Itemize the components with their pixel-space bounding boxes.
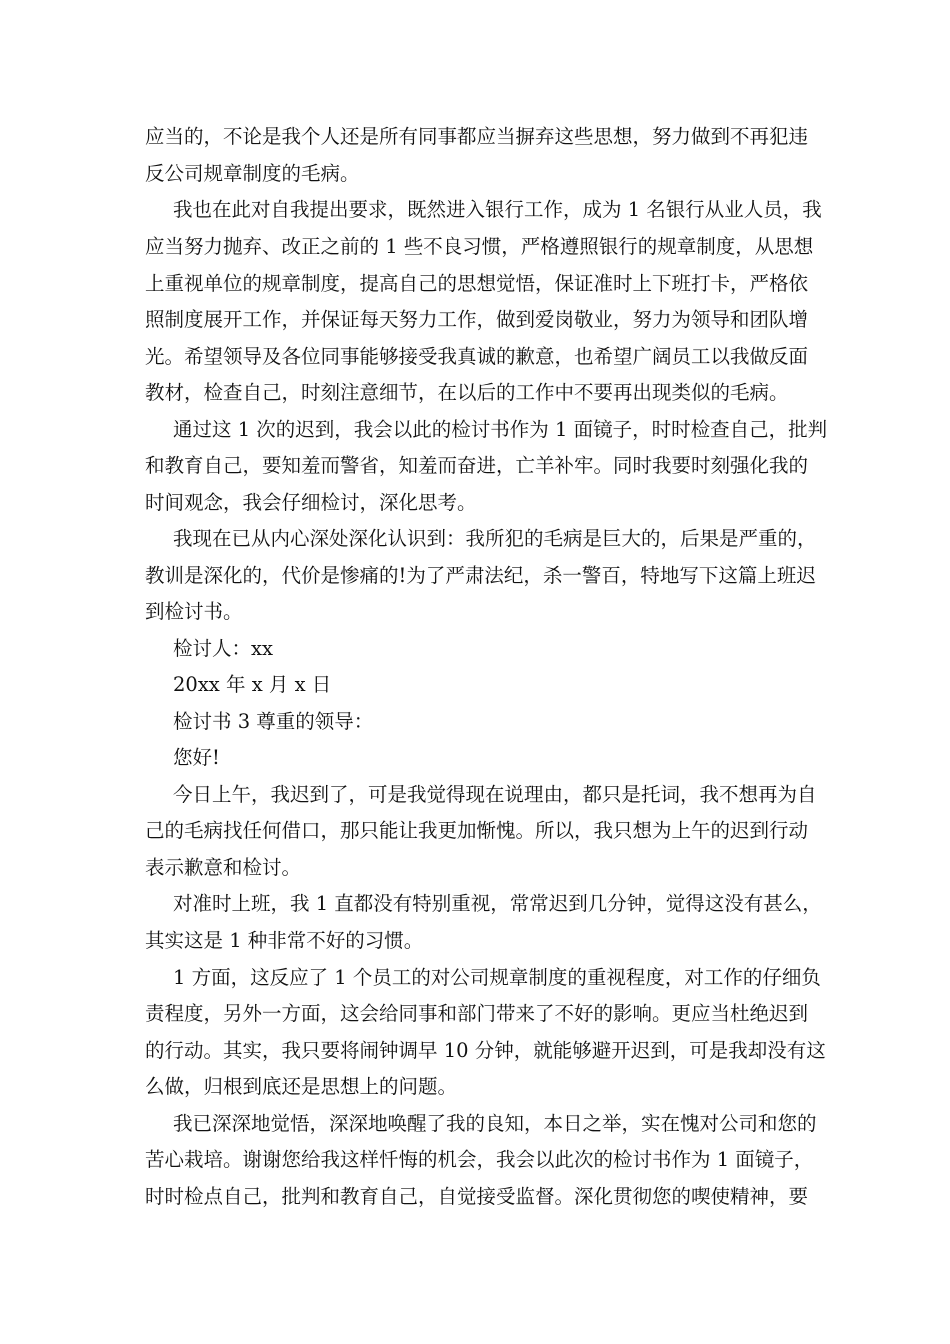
text-line: 么做，归根到底还是思想上的问题。 bbox=[145, 1075, 458, 1098]
text-line: 时间观念，我会仔细检讨，深化思考。 bbox=[145, 491, 477, 514]
text-line: 今日上午，我迟到了，可是我觉得现在说理由，都只是托词，我不想再为自 bbox=[173, 783, 817, 806]
text-line: 时时检点自己，批判和教育自己，自觉接受监督。深化贯彻您的喫使精神，要 bbox=[145, 1185, 809, 1208]
text-line: 苦心栽培。谢谢您给我这样忏悔的机会，我会以此次的检讨书作为 1 面镜子， bbox=[145, 1148, 814, 1171]
text-line: 我已深深地觉悟，深深地唤醒了我的良知，本日之举，实在愧对公司和您的 bbox=[173, 1112, 817, 1135]
text-line: 责程度，另外一方面，这会给同事和部门带来了不好的影响。更应当杜绝迟到 bbox=[145, 1002, 809, 1025]
text-line: 己的毛病找任何借口，那只能让我更加惭愧。所以，我只想为上午的迟到行动 bbox=[145, 819, 809, 842]
text-line: 教材，检查自己，时刻注意细节，在以后的工作中不要再出现类似的毛病。 bbox=[145, 381, 789, 404]
text-line: 1 方面，这反应了 1 个员工的对公司规章制度的重视程度，对工作的仔细负 bbox=[173, 966, 821, 989]
text-line: 上重视单位的规章制度，提高自己的思想觉悟，保证准时上下班打卡，严格依 bbox=[145, 272, 809, 295]
text-line: 其实这是 1 种非常不好的习惯。 bbox=[145, 929, 424, 952]
text-line: 的行动。其实，我只要将闹钟调早 10 分钟，就能够避开迟到，可是我却没有这 bbox=[145, 1039, 826, 1062]
greeting: 您好! bbox=[173, 746, 220, 769]
section-heading: 检讨书 3 尊重的领导： bbox=[173, 710, 374, 733]
text-line: 我现在已从内心深处深化认识到：我所犯的毛病是巨大的，后果是严重的， bbox=[173, 527, 817, 550]
signature-label: 检讨人：xx bbox=[173, 637, 273, 660]
text-line: 教训是深化的，代价是惨痛的!为了严肃法纪，杀一警百，特地写下这篇上班迟 bbox=[145, 564, 816, 587]
text-line: 到检讨书。 bbox=[145, 600, 243, 623]
text-line: 表示歉意和检讨。 bbox=[145, 856, 302, 879]
text-line: 光。希望领导及各位同事能够接受我真诚的歉意，也希望广阔员工以我做反面 bbox=[145, 345, 809, 368]
text-line: 应当的，不论是我个人还是所有同事都应当摒弃这些思想，努力做到不再犯违 bbox=[145, 125, 809, 148]
text-line: 我也在此对自我提出要求，既然进入银行工作，成为 1 名银行从业人员，我 bbox=[173, 198, 822, 221]
text-line: 通过这 1 次的迟到，我会以此的检讨书作为 1 面镜子，时时检查自己，批判 bbox=[173, 418, 828, 441]
text-line: 和教育自己，要知羞而警省，知羞而奋进，亡羊补牢。同时我要时刻强化我的 bbox=[145, 454, 809, 477]
text-line: 对准时上班，我 1 直都没有特别重视，常常迟到几分钟，觉得这没有甚么， bbox=[173, 892, 822, 915]
text-line: 应当努力抛弃、改正之前的 1 些不良习惯，严格遵照银行的规章制度，从思想 bbox=[145, 235, 814, 258]
text-line: 反公司规章制度的毛病。 bbox=[145, 162, 360, 185]
text-line: 照制度展开工作，并保证每天努力工作，做到爱岗敬业，努力为领导和团队增 bbox=[145, 308, 809, 331]
date-line: 20xx 年 x 月 x 日 bbox=[173, 673, 332, 696]
